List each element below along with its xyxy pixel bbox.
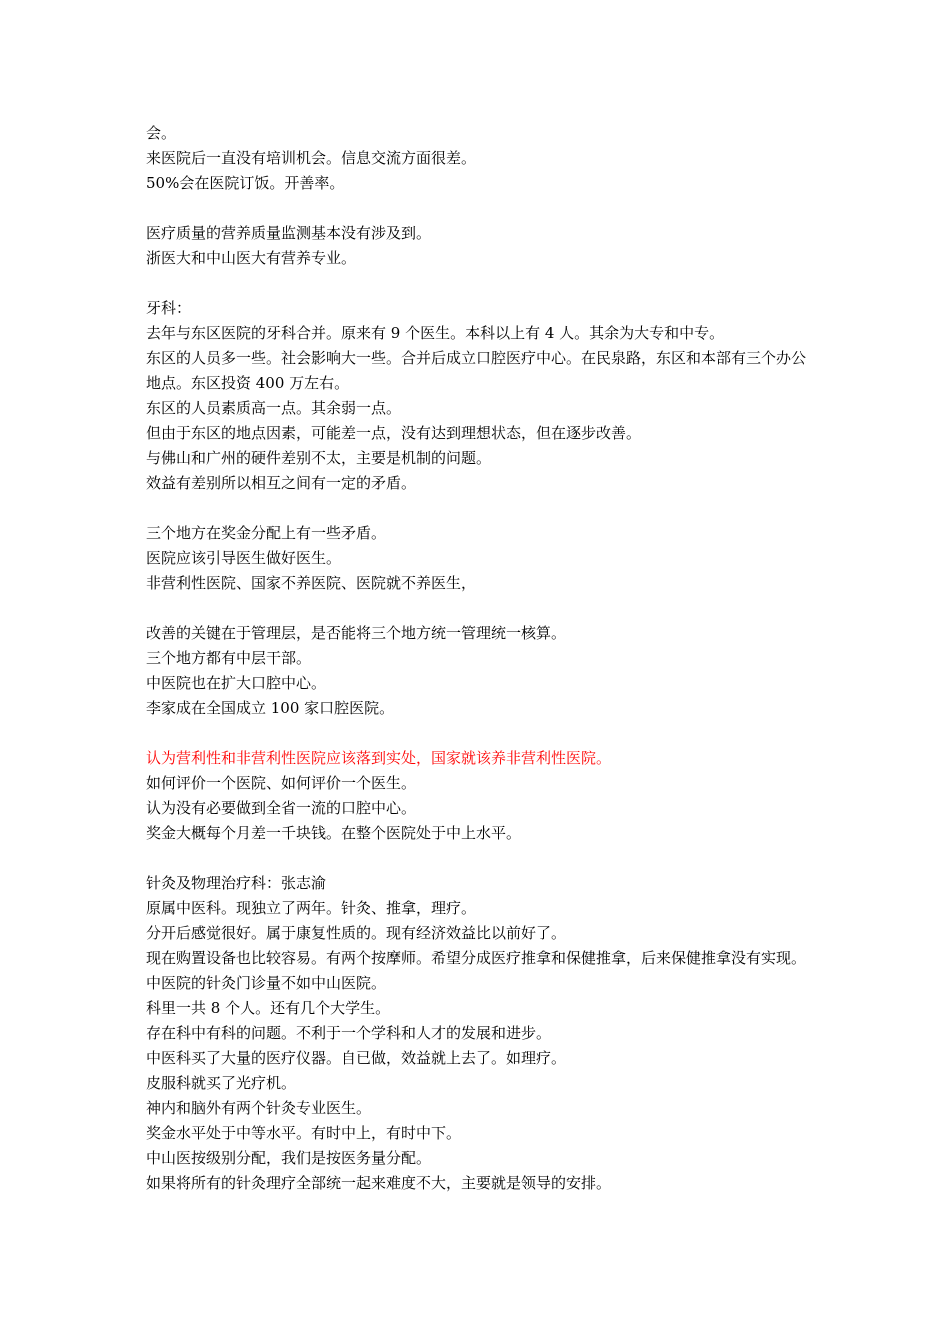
paragraph-line: 中山医按级别分配，我们是按医务量分配。 bbox=[146, 1149, 432, 1167]
paragraph-line: 如果将所有的针灸理疗全部统一起来难度不大，主要就是领导的安排。 bbox=[146, 1174, 612, 1192]
paragraph-line: 认为没有必要做到全省一流的口腔中心。 bbox=[146, 799, 417, 817]
paragraph-line: 中医科买了大量的医疗仪器。自已做，效益就上去了。如理疗。 bbox=[146, 1049, 567, 1067]
paragraph-line: 非营利性医院、国家不养医院、医院就不养医生， bbox=[146, 574, 477, 592]
section-heading-dental: 牙科： bbox=[146, 299, 192, 317]
paragraph-line: 奖金大概每个月差一千块钱。在整个医院处于中上水平。 bbox=[146, 824, 522, 842]
paragraph-line: 现在购置设备也比较容易。有两个按摩师。希望分成医疗推拿和保健推拿，后来保健推拿没有实现。 bbox=[146, 949, 807, 967]
blank-line bbox=[146, 596, 814, 621]
paragraph-line: 效益有差别所以相互之间有一定的矛盾。 bbox=[146, 474, 417, 492]
paragraph-line: 改善的关键在于管理层，是否能将三个地方统一管理统一核算。 bbox=[146, 624, 567, 642]
paragraph-line: 会。 bbox=[146, 124, 177, 142]
paragraph-line: 奖金水平处于中等水平。有时中上，有时中下。 bbox=[146, 1124, 462, 1142]
paragraph-line: 来医院后一直没有培训机会。信息交流方面很差。 bbox=[146, 149, 477, 167]
paragraph-line: 如何评价一个医院、如何评价一个医生。 bbox=[146, 774, 417, 792]
blank-line bbox=[146, 846, 814, 871]
blank-line bbox=[146, 721, 814, 746]
paragraph-line: 东区的人员多一些。社会影响大一些。合并后成立口腔医疗中心。在民泉路，东区和本部有三个办公地点。东区投资 400 万左右。 bbox=[146, 349, 807, 392]
paragraph-line: 中医院的针灸门诊量不如中山医院。 bbox=[146, 974, 387, 992]
paragraph-line: 皮服科就买了光疗机。 bbox=[146, 1074, 297, 1092]
paragraph-line: 中医院也在扩大口腔中心。 bbox=[146, 674, 327, 692]
paragraph-line: 分开后感觉很好。属于康复性质的。现有经济效益比以前好了。 bbox=[146, 924, 567, 942]
paragraph-line: 医院应该引导医生做好医生。 bbox=[146, 549, 342, 567]
paragraph-line: 三个地方在奖金分配上有一些矛盾。 bbox=[146, 524, 387, 542]
highlighted-statement: 认为营利性和非营利性医院应该落到实处，国家就该养非营利性医院。 bbox=[146, 749, 612, 767]
paragraph-line: 东区的人员素质高一点。其余弱一点。 bbox=[146, 399, 402, 417]
paragraph-line: 50%会在医院订饭。开善率。 bbox=[146, 174, 345, 192]
paragraph-line: 科里一共 8 个人。还有几个大学生。 bbox=[146, 999, 391, 1017]
paragraph-line: 三个地方都有中层干部。 bbox=[146, 649, 312, 667]
paragraph-line: 存在科中有科的问题。不利于一个学科和人才的发展和进步。 bbox=[146, 1024, 552, 1042]
paragraph-line: 与佛山和广州的硬件差别不太，主要是机制的问题。 bbox=[146, 449, 492, 467]
blank-line bbox=[146, 196, 814, 221]
paragraph-line: 原属中医科。现独立了两年。针灸、推拿，理疗。 bbox=[146, 899, 477, 917]
section-heading-acupuncture: 针灸及物理治疗科：张志渝 bbox=[146, 874, 327, 892]
paragraph-line: 神内和脑外有两个针灸专业医生。 bbox=[146, 1099, 372, 1117]
paragraph-line: 浙医大和中山医大有营养专业。 bbox=[146, 249, 357, 267]
blank-line bbox=[146, 496, 814, 521]
paragraph-line: 医疗质量的营养质量监测基本没有涉及到。 bbox=[146, 224, 432, 242]
paragraph-line: 李家成在全国成立 100 家口腔医院。 bbox=[146, 699, 395, 717]
paragraph-line: 但由于东区的地点因素，可能差一点，没有达到理想状态，但在逐步改善。 bbox=[146, 424, 642, 442]
blank-line bbox=[146, 271, 814, 296]
document-body bbox=[146, 121, 814, 1196]
paragraph-line: 去年与东区医院的牙科合并。原来有 9 个医生。本科以上有 4 人。其余为大专和中专。 bbox=[146, 324, 725, 342]
